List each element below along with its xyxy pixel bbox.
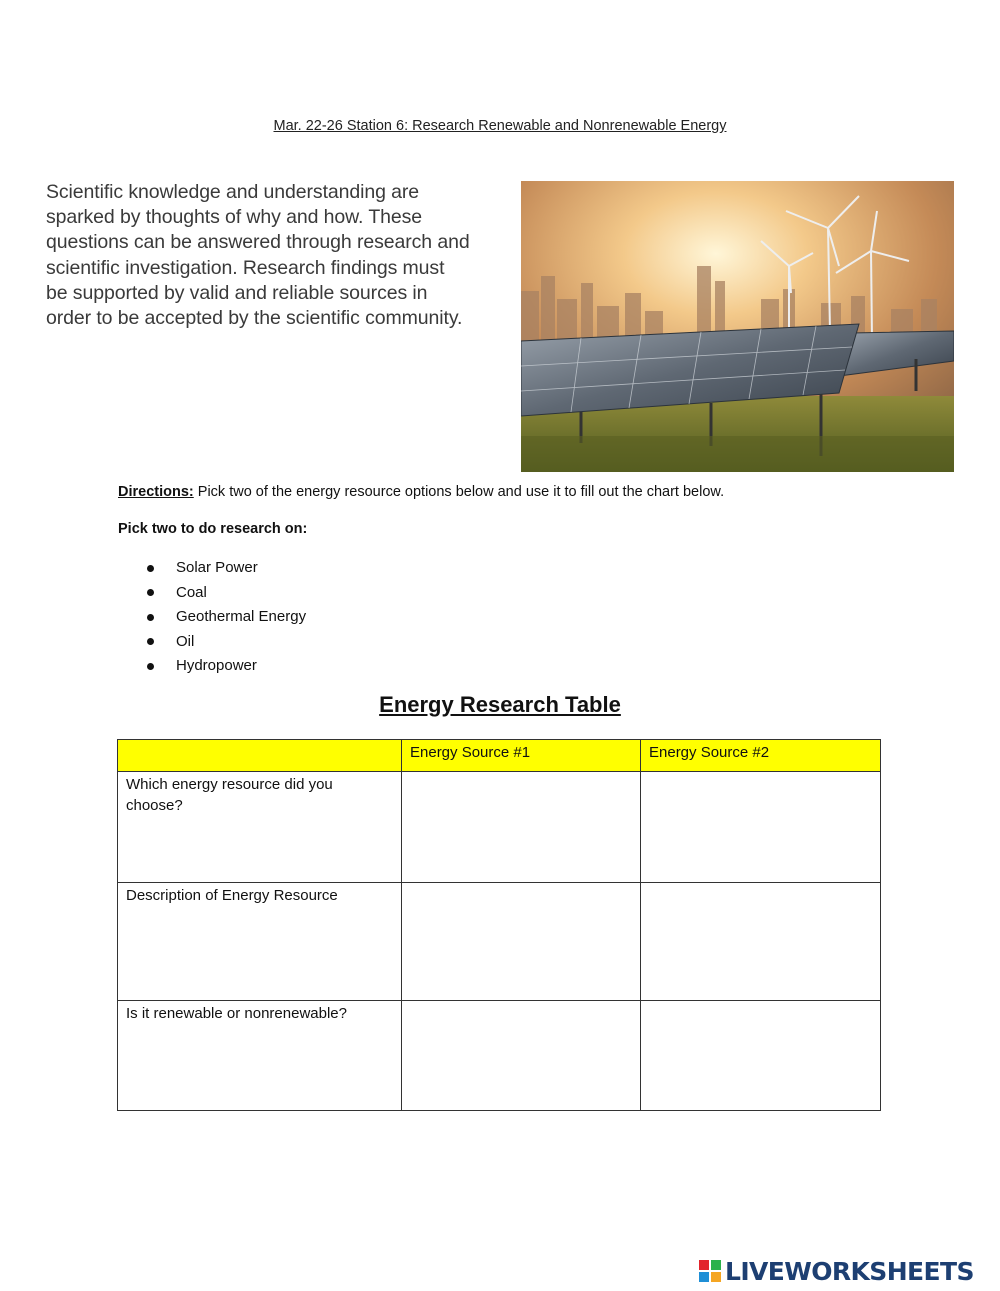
bullet-icon xyxy=(147,614,154,621)
intro-paragraph xyxy=(46,180,516,331)
liveworksheets-logo xyxy=(698,1256,974,1286)
option-label: Coal xyxy=(176,583,207,601)
list-item xyxy=(140,605,306,630)
answer-cell[interactable] xyxy=(402,1001,641,1111)
directions-text: Pick two of the energy resource options below and use it to fill out the chart below. xyxy=(193,484,725,500)
row-label: Which energy resource did you choose? xyxy=(118,772,402,883)
answer-cell[interactable] xyxy=(641,772,881,883)
intro-line: sparked by thoughts of why and how. These xyxy=(46,206,423,229)
directions-label: Directions: xyxy=(118,484,194,500)
pick-title: Pick two to do research on: xyxy=(118,521,308,537)
bullet-icon xyxy=(147,589,154,596)
energy-research-table xyxy=(117,739,881,1111)
energy-options-list xyxy=(140,556,306,679)
directions xyxy=(118,484,724,500)
logo-block-icon xyxy=(698,1259,710,1271)
intro-line: scientific investigation. Research findings must xyxy=(46,256,445,279)
answer-cell[interactable] xyxy=(402,772,641,883)
row-label: Is it renewable or nonrenewable? xyxy=(118,1001,402,1111)
intro-line: Scientific knowledge and understanding are xyxy=(46,181,420,203)
option-label: Hydropower xyxy=(176,657,257,675)
answer-cell[interactable] xyxy=(641,1001,881,1111)
intro-line: be supported by valid and reliable sources in xyxy=(46,281,428,304)
header-cell-source-1: Energy Source #1 xyxy=(402,740,641,772)
intro-line: questions can be answered through research and xyxy=(46,231,470,254)
header-cell-empty xyxy=(118,740,402,772)
solar-field-illustration xyxy=(521,181,954,472)
liveworksheets-icon xyxy=(698,1259,722,1283)
header-cell-source-2: Energy Source #2 xyxy=(641,740,881,772)
document-title: Mar. 22-26 Station 6: Research Renewable and Nonrenewable Energy xyxy=(273,118,727,134)
option-label: Oil xyxy=(176,632,195,650)
logo-block-icon xyxy=(698,1271,710,1283)
list-item xyxy=(140,556,306,581)
bullet-icon xyxy=(147,663,154,670)
answer-cell[interactable] xyxy=(402,883,641,1001)
table-header-row xyxy=(118,740,881,772)
option-label: Geothermal Energy xyxy=(176,608,307,626)
answer-cell[interactable] xyxy=(641,883,881,1001)
table-row xyxy=(118,1001,881,1111)
table-row xyxy=(118,772,881,883)
intro-line: order to be accepted by the scientific community. xyxy=(46,307,463,330)
solar-wind-photo xyxy=(521,181,954,472)
bullet-icon xyxy=(147,638,154,645)
logo-block-icon xyxy=(710,1271,722,1283)
brand-name: LIVEWORKSHEETS xyxy=(725,1256,974,1286)
list-item xyxy=(140,581,306,606)
table-title: Energy Research Table xyxy=(379,692,621,717)
row-label: Description of Energy Resource xyxy=(118,883,402,1001)
bullet-icon xyxy=(147,565,154,572)
table-row xyxy=(118,883,881,1001)
list-item xyxy=(140,630,306,655)
logo-block-icon xyxy=(710,1259,722,1271)
option-label: Solar Power xyxy=(176,559,258,576)
list-item xyxy=(140,654,306,679)
